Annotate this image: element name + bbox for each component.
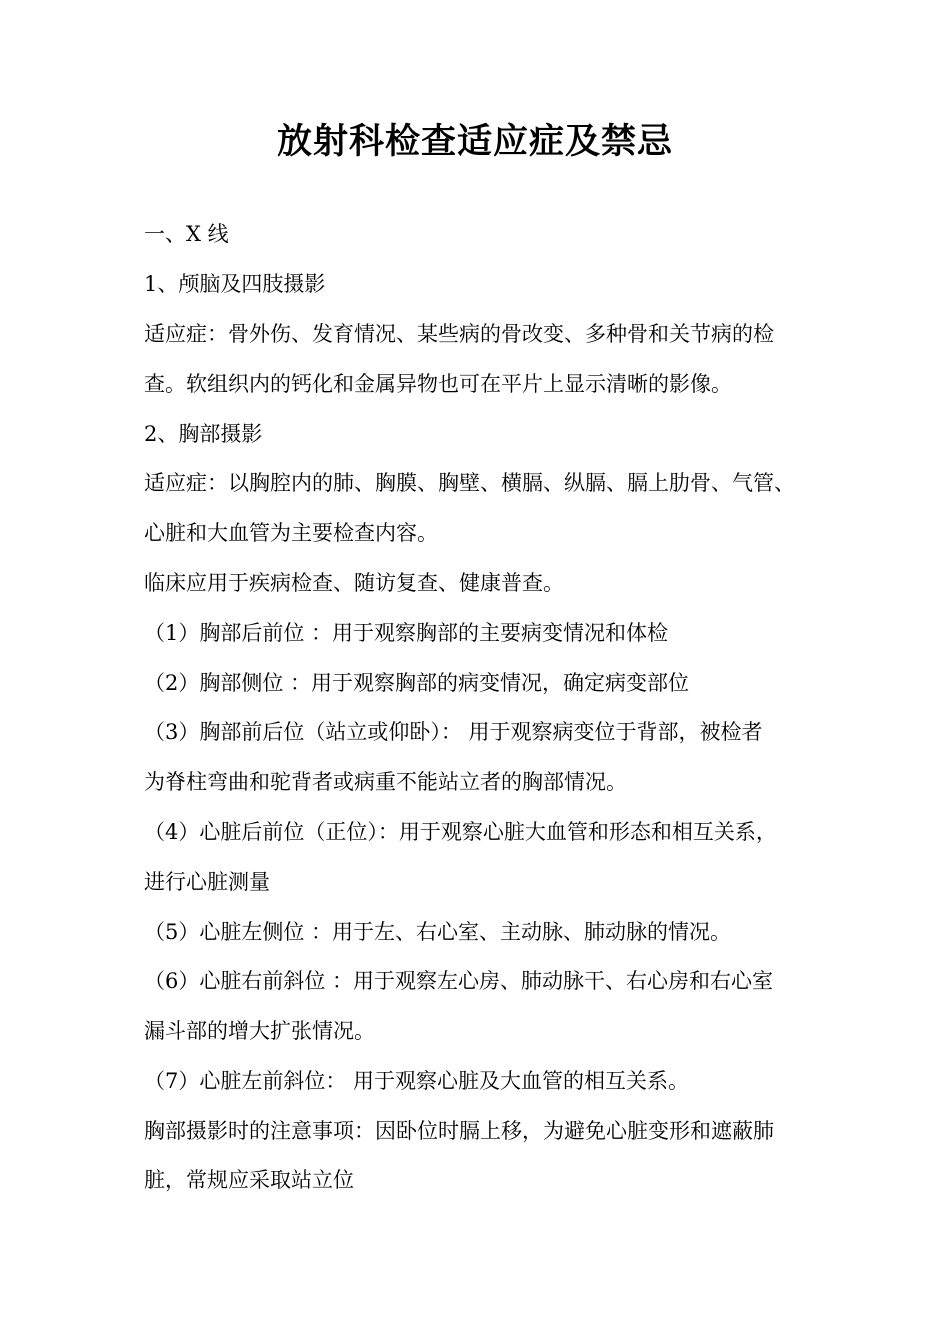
list-item-continuation: 为脊柱弯曲和驼背者或病重不能站立者的胸部情况。 (144, 770, 627, 794)
section-heading-xray: 一、X 线 (144, 222, 229, 246)
subsection-heading-chest: 2、胸部摄影 (144, 422, 263, 446)
list-item: （5）心脏左侧位 ：用于左、右心室、主动脉、肺动脉的情况。 (144, 920, 732, 944)
list-item: （6）心脏右前斜位 ：用于观察左心房、肺动脉干、右心房和右心室 (144, 969, 774, 993)
list-item: （1）胸部后前位 ：用于观察胸部的主要病变情况和体检 (144, 621, 669, 645)
paragraph-line: 适应症：以胸腔内的肺、胸膜、胸壁、横膈、纵膈、膈上肋骨、气管、 (144, 471, 795, 495)
list-item-continuation: 漏斗部的增大扩张情况。 (144, 1019, 375, 1043)
document-title: 放射科检查适应症及禁忌 (276, 121, 673, 162)
paragraph-line: 查。软组织内的钙化和金属异物也可在平片上显示清晰的影像。 (144, 372, 732, 396)
list-item: （4）心脏后前位（正位）：用于观察心脏大血管和形态和相互关系， (144, 820, 777, 844)
list-item: （2）胸部侧位 ：用于观察胸部的病变情况，确定病变部位 (144, 671, 690, 695)
list-item-continuation: 进行心脏测量 (144, 870, 270, 894)
subsection-heading-skull-limbs: 1、颅脑及四肢摄影 (144, 272, 326, 296)
paragraph-line: 适应症：骨外伤、发育情况、某些病的骨改变、多种骨和关节病的检 (144, 322, 774, 346)
list-item: （7）心脏左前斜位： 用于观察心脏及大血管的相互关系。 (144, 1069, 690, 1093)
paragraph-line: 胸部摄影时的注意事项：因卧位时膈上移，为避免心脏变形和遮蔽肺 (144, 1119, 774, 1143)
paragraph-line: 临床应用于疾病检查、随访复查、健康普查。 (144, 571, 564, 595)
paragraph-line: 脏，常规应采取站立位 (144, 1168, 354, 1192)
list-item: （3）胸部前后位（站立或仰卧）： 用于观察病变位于背部，被检者 (144, 720, 763, 744)
paragraph-line: 心脏和大血管为主要检查内容。 (144, 521, 438, 545)
